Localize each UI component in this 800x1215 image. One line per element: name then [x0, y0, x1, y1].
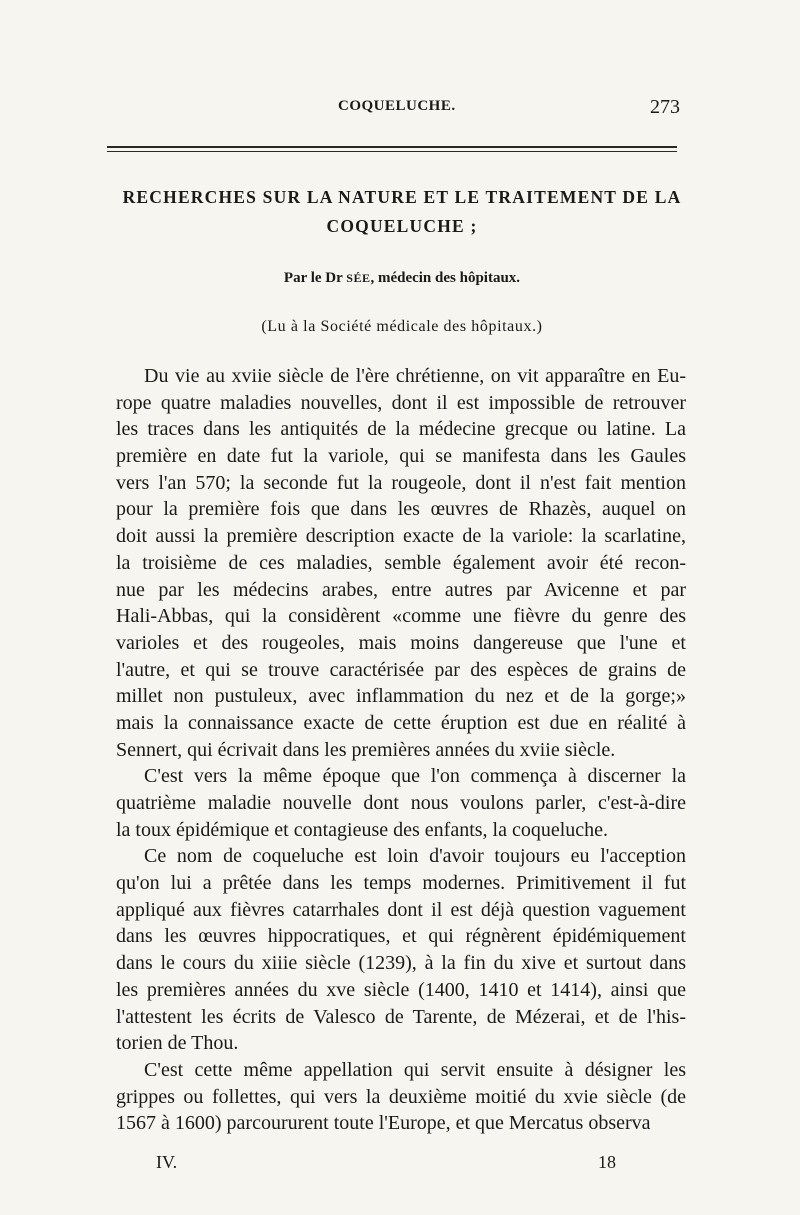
header-rule-thin [107, 151, 677, 152]
text-line: Hali-Abbas, qui la considèrent «comme une fièvre du genre des [116, 605, 686, 628]
text-line: appliqué aux fièvres catarrhales dont il est déjà question vaguement [116, 898, 686, 921]
page-number: 273 [650, 96, 680, 118]
text-line: nue par les médecins arabes, entre autres par Avicenne et par [116, 578, 686, 601]
text-line: les traces dans les antiquités de la médecine grecque ou latine. La [116, 418, 686, 441]
text-line: pour la première fois que dans les œuvres de Rhazès, auquel on [116, 498, 686, 521]
text-line: 1567 à 1600) parcoururent toute l'Europe, et que Mercatus observa [116, 1112, 651, 1135]
article-title-line-1: RECHERCHES SUR LA NATURE ET LE TRAITEMENT DE LA [122, 187, 682, 207]
page-footer [156, 1152, 616, 1178]
text-line: première en date fut la variole, qui se manifesta dans les Gaules [116, 445, 686, 468]
text-line: dans le cours du xiiie siècle (1239), à la fin du xive et surtout dans [116, 952, 686, 975]
text-line: la troisième de ces maladies, semble également avoir été recon- [116, 551, 686, 574]
text-line: dans les œuvres hippocratiques, et qui régnèrent épidémiquement [116, 925, 686, 948]
text-line: qu'on lui a prêtée dans les temps modernes. Primitivement il fut [116, 872, 686, 895]
text-line: Sennert, qui écrivait dans les premières années du xviie siècle. [116, 738, 616, 761]
text-line: varioles et des rougeoles, mais moins dangereuse que l'une et [116, 631, 686, 654]
article-title [107, 183, 697, 241]
text-line: quatrième maladie nouvelle dont nous voulons parler, c'est-à-dire [116, 792, 686, 814]
text-line: torien de Thou. [116, 1032, 239, 1055]
text-line: grippes ou follettes, qui vers la deuxième moitié du xvie siècle (de [116, 1085, 686, 1108]
header-rule-thick [107, 146, 677, 148]
sheet-number: 18 [598, 1152, 616, 1172]
text-line: mais la connaissance exacte de cette éruption est due en réalité à [116, 711, 686, 734]
running-title: COQUELUCHE. [338, 98, 456, 114]
text-line: C'est cette même appellation qui servit ensuite à désigner les [144, 1058, 686, 1081]
signature-mark: IV. [156, 1152, 178, 1172]
article-title-line-2: COQUELUCHE ; [326, 216, 478, 236]
text-line: C'est vers la même époque que l'on commença à discerner la [144, 765, 686, 788]
text-line: l'attestent les écrits de Valesco de Tarente, de Mézerai, et de l'his- [116, 1005, 686, 1028]
text-line: vers l'an 570; la seconde fut la rougeole, dont il n'est fait mention [116, 471, 686, 494]
text-line: rope quatre maladies nouvelles, dont il est impossible de retrouver [116, 391, 686, 414]
text-line: l'autre, et qui se trouve caractérisée par des espèces de grains de [116, 658, 686, 681]
reading-note: (Lu à la Société médicale des hôpitaux.) [261, 318, 543, 335]
author-name: SÉE [346, 271, 371, 285]
author-line [107, 270, 697, 287]
text-line: la toux épidémique et contagieuse des enfants, la coqueluche. [116, 818, 609, 841]
author-prefix: Par le Dr [283, 270, 343, 286]
text-line: Du vie au xviie siècle de l'ère chrétienne, on vit apparaître en Eu- [144, 365, 686, 387]
body-text [116, 363, 686, 1137]
text-line: les premières années du xve siècle (1400, 1410 et 1414), ainsi que [116, 978, 686, 1001]
text-line: doit aussi la première description exacte de la variole: la scarlatine, [116, 525, 686, 548]
text-line: Ce nom de coqueluche est loin d'avoir toujours eu l'acception [144, 845, 686, 868]
author-suffix: , médecin des hôpitaux. [370, 270, 521, 286]
text-line: millet non pustuleux, avec inflammation du nez et de la gorge;» [116, 685, 686, 708]
running-head [112, 96, 680, 126]
